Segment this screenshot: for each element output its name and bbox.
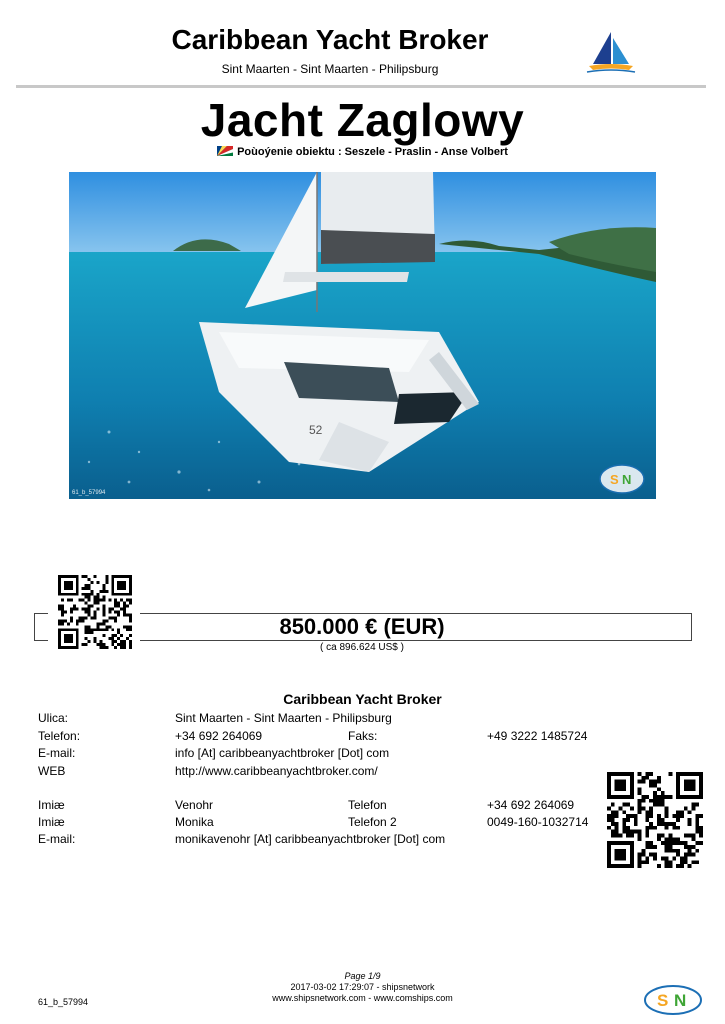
phone-label: Telefon: [38, 729, 81, 743]
street-label: Ulica: [38, 711, 69, 725]
person-phone-label: Telefon [348, 798, 387, 812]
contact-row-phone [0, 729, 725, 745]
web-link[interactable]: http://www.caribbeanyachtbroker.com/ [175, 764, 378, 778]
listing-location [0, 146, 725, 158]
generated-date: 2017-03-02 17:29:07 - shipsnetwork [290, 982, 435, 992]
person-email-label: E-mail: [38, 832, 76, 846]
page-number: Page 1/9 [344, 971, 381, 981]
person-phone: 0049-160-1032714 [487, 815, 589, 829]
footer-websites: www.shipsnetwork.com - www.comships.com [272, 993, 453, 1003]
company-location: Sint Maarten - Sint Maarten - Philipsburg [221, 62, 439, 76]
sn-watermark-icon [600, 465, 644, 493]
person-phone: +34 692 264069 [487, 798, 575, 812]
location-text: Poùoýenie obiektu : Seszele - Praslin - Anse Volbert [237, 146, 508, 158]
listing-title: Jacht Zaglowy [200, 94, 525, 146]
sailboat-logo-icon [585, 30, 637, 74]
company-title: Caribbean Yacht Broker [171, 24, 489, 55]
person-phone-label: Telefon 2 [348, 815, 397, 829]
person-name: Monika [175, 815, 214, 829]
phone-value: +34 692 264069 [175, 729, 263, 743]
header-divider [16, 85, 706, 88]
person-label: Imiæ [38, 815, 65, 829]
web-label: WEB [38, 764, 66, 778]
sn-logo-icon [643, 984, 703, 1016]
contact-row-email [0, 746, 725, 762]
person-email-value: monikavenohr [At] caribbeanyachtbroker [Dot] com [175, 832, 446, 846]
contact-company: Caribbean Yacht Broker [283, 691, 442, 707]
sn-logo-n: N [674, 991, 687, 1010]
qr-code-icon [607, 772, 703, 868]
svg-text:S: S [610, 472, 619, 487]
boat-number: 52 [309, 423, 323, 437]
email-label: E-mail: [38, 746, 76, 760]
fax-value: +49 3222 1485724 [487, 729, 588, 743]
person-name: Venohr [175, 798, 214, 812]
contact-row-street [0, 711, 725, 727]
yacht-photo [69, 172, 656, 499]
seychelles-flag-icon [217, 146, 233, 156]
reference-number: 61_b_57994 [38, 997, 89, 1007]
person-label: Imiæ [38, 798, 65, 812]
email-value: info [At] caribbeanyachtbroker [Dot] com [175, 746, 390, 760]
fax-label: Faks: [348, 729, 378, 743]
price-value: 850.000 € (EUR) [279, 614, 445, 639]
svg-text:N: N [622, 472, 632, 487]
photo-caption: 61_b_57994 [72, 490, 106, 496]
street-value: Sint Maarten - Sint Maarten - Philipsburg [175, 711, 392, 725]
sn-logo-s: S [657, 991, 669, 1010]
price-usd: ( ca 896.624 US$ ) [320, 642, 404, 653]
